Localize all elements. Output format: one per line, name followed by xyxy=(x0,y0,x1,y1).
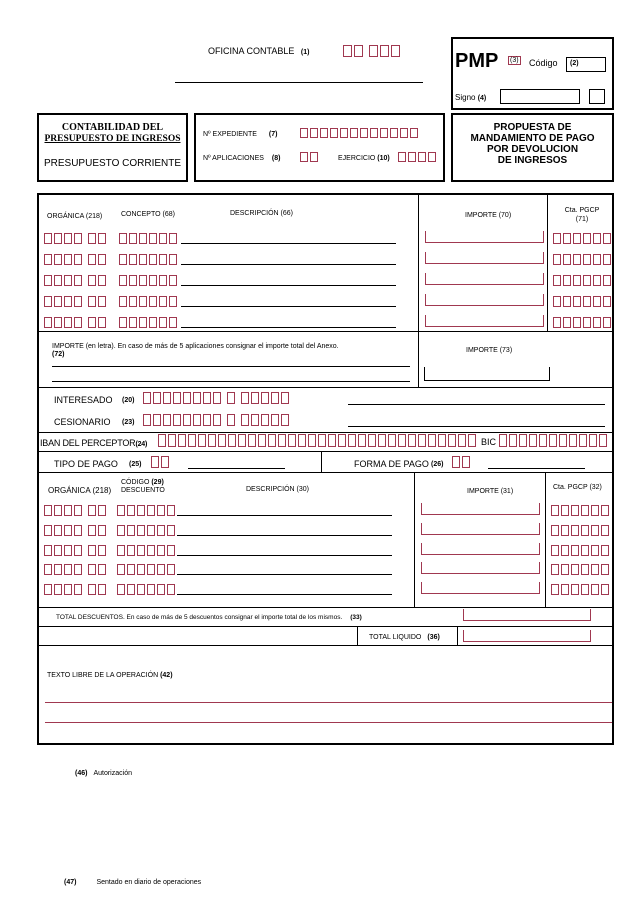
desc-bottom-line xyxy=(39,607,612,608)
aplicaciones-boxes[interactable] xyxy=(300,152,320,162)
total-desc-line xyxy=(39,626,612,627)
letra-importe-header: IMPORTE (73) xyxy=(466,347,513,354)
app-row-cta[interactable] xyxy=(553,275,613,286)
forma-pago-label: FORMA DE PAGO xyxy=(354,459,429,469)
cesionario-label: CESIONARIO xyxy=(54,417,111,427)
desc-row-organica[interactable] xyxy=(44,584,108,595)
desc-row-codigo[interactable] xyxy=(117,525,177,536)
letra-line-1 xyxy=(52,366,410,367)
desc-row-organica[interactable] xyxy=(44,564,108,575)
ejercicio-label: EJERCICIO (10) xyxy=(338,155,390,162)
tipo-pago-num: (25) xyxy=(129,461,142,468)
iban-label: IBAN DEL PERCEPTOR(24) xyxy=(40,438,148,448)
app-row-concepto[interactable] xyxy=(119,317,179,328)
oficina-code-boxes[interactable] xyxy=(343,45,402,57)
app-row-organica[interactable] xyxy=(44,317,108,328)
forma-pago-boxes[interactable] xyxy=(452,456,472,468)
letra-label: IMPORTE (en letra). En caso de más de 5 aplicaciones consignar el importe total del Anexo. (72) xyxy=(52,343,339,358)
signo-field[interactable] xyxy=(500,89,580,104)
cesionario-boxes[interactable] xyxy=(143,414,291,426)
app-row-importe[interactable] xyxy=(425,231,544,243)
app-row-cta[interactable] xyxy=(553,233,613,244)
interesado-num: (20) xyxy=(122,397,135,404)
bic-label: BIC xyxy=(481,437,497,447)
desc-cta-header: Cta. PGCP (32) xyxy=(553,484,602,491)
desc-row-codigo[interactable] xyxy=(117,584,177,595)
iban-boxes[interactable] xyxy=(158,434,478,447)
desc-row-cta[interactable] xyxy=(551,525,611,536)
texto-libre-line-2[interactable] xyxy=(45,722,612,723)
pmp-title: PMP xyxy=(455,50,499,72)
apps-divider-1 xyxy=(418,195,419,331)
letra-bottom-line xyxy=(39,387,612,388)
interesado-label: INTERESADO xyxy=(54,395,113,405)
contabilidad-line1: CONTABILIDAD DEL xyxy=(61,122,164,133)
aplicaciones-label: Nº APLICACIONES (8) xyxy=(203,155,281,162)
tipo-pago-line xyxy=(188,468,285,469)
desc-row-codigo[interactable] xyxy=(117,564,177,575)
app-row-cta[interactable] xyxy=(553,254,613,265)
desc-organica-header: ORGÁNICA (218) xyxy=(48,486,112,495)
desc-codigo-header: CÓDIGO (29) DESCUENTO xyxy=(121,479,165,494)
desc-row-codigo[interactable] xyxy=(117,505,177,516)
propuesta-title: PROPUESTA DE MANDAMIENTO DE PAGO POR DEVOLUCION DE INGRESOS xyxy=(470,122,595,166)
apps-organica-header: ORGÁNICA (218) xyxy=(47,213,103,220)
apps-descripcion-header: DESCRIPCIÓN (66) xyxy=(230,210,294,217)
interesado-line xyxy=(348,404,605,405)
expediente-label: Nº EXPEDIENTE (7) xyxy=(203,131,278,138)
app-row-concepto[interactable] xyxy=(119,233,179,244)
desc-row-importe[interactable] xyxy=(421,582,540,594)
desc-row-importe[interactable] xyxy=(421,543,540,555)
contabilidad-line3: PRESUPUESTO CORRIENTE xyxy=(43,158,182,169)
desc-row-organica[interactable] xyxy=(44,505,108,516)
desc-importe-header: IMPORTE (31) xyxy=(467,488,514,495)
app-row-descripcion[interactable] xyxy=(181,285,396,286)
interesado-boxes[interactable] xyxy=(143,392,291,404)
desc-divider-1 xyxy=(414,473,415,607)
desc-row-organica[interactable] xyxy=(44,545,108,556)
app-row-organica[interactable] xyxy=(44,275,108,286)
oficina-label-text: OFICINA CONTABLE xyxy=(208,46,295,56)
desc-row-descripcion[interactable] xyxy=(177,555,392,556)
tipo-pago-label: TIPO DE PAGO xyxy=(54,459,118,469)
iban-bottom-line xyxy=(39,451,612,452)
desc-row-organica[interactable] xyxy=(44,525,108,536)
expediente-box xyxy=(194,113,445,182)
desc-row-descripcion[interactable] xyxy=(177,515,392,516)
app-row-organica[interactable] xyxy=(44,296,108,307)
desc-row-cta[interactable] xyxy=(551,584,611,595)
ejercicio-boxes[interactable] xyxy=(398,152,438,162)
forma-pago-num: (26) xyxy=(431,461,444,468)
letra-line-2 xyxy=(52,381,410,382)
signo-check[interactable] xyxy=(589,89,605,104)
contabilidad-line2: PRESUPUESTO DE INGRESOS xyxy=(44,134,181,144)
texto-libre-line-1[interactable] xyxy=(45,702,612,703)
cesionario-line xyxy=(348,426,605,427)
desc-divider-2 xyxy=(545,473,546,607)
apps-bottom-line xyxy=(39,331,612,332)
app-row-importe[interactable] xyxy=(425,273,544,285)
app-row-concepto[interactable] xyxy=(119,254,179,265)
forma-pago-line xyxy=(488,468,585,469)
oficina-contable-label xyxy=(208,46,309,56)
signo-label: Signo (4) xyxy=(455,93,487,102)
letra-importe-field[interactable] xyxy=(424,367,550,381)
texto-libre-label: TEXTO LIBRE DE LA OPERACIÓN (42) xyxy=(47,672,173,679)
app-row-descripcion[interactable] xyxy=(181,264,396,265)
total-liquido-label: TOTAL LIQUIDO (36) xyxy=(369,634,440,641)
letra-divider xyxy=(418,332,419,387)
app-row-importe[interactable] xyxy=(425,315,544,327)
total-descuentos-label: TOTAL DESCUENTOS. En caso de más de 5 descuentos consignar el importe total de los mismos. (33) xyxy=(56,614,362,621)
autorizacion-label: (46) Autorización xyxy=(75,770,132,777)
apps-divider-2 xyxy=(547,195,548,331)
app-row-organica[interactable] xyxy=(44,254,108,265)
apps-concepto-header: CONCEPTO (68) xyxy=(121,211,175,218)
app-row-cta[interactable] xyxy=(553,317,613,328)
desc-row-descripcion[interactable] xyxy=(177,574,392,575)
app-row-descripcion[interactable] xyxy=(181,243,396,244)
app-row-importe[interactable] xyxy=(425,294,544,306)
total-descuentos-field[interactable] xyxy=(463,609,591,621)
sentado-label: (47) Sentado en diario de operaciones xyxy=(64,879,202,886)
app-row-descripcion[interactable] xyxy=(181,327,396,328)
app-row-cta[interactable] xyxy=(553,296,613,307)
desc-row-cta[interactable] xyxy=(551,545,611,556)
app-row-concepto[interactable] xyxy=(119,296,179,307)
expediente-boxes[interactable] xyxy=(300,128,420,138)
desc-row-importe[interactable] xyxy=(421,562,540,574)
oficina-num: (1) xyxy=(300,49,310,56)
pago-bottom-line xyxy=(39,472,612,473)
desc-row-cta[interactable] xyxy=(551,564,611,575)
apps-cta-header: Cta. PGCP (71) xyxy=(564,207,600,223)
oficina-line xyxy=(175,82,423,83)
bic-boxes[interactable] xyxy=(499,434,609,447)
app-row-organica[interactable] xyxy=(44,233,108,244)
tipo-pago-boxes[interactable] xyxy=(151,456,171,468)
desc-row-descripcion[interactable] xyxy=(177,594,392,595)
total-liq-divider-2 xyxy=(457,626,458,645)
apps-importe-header: IMPORTE (70) xyxy=(465,212,512,219)
desc-descripcion-header: DESCRIPCIÓN (30) xyxy=(246,486,310,493)
desc-row-cta[interactable] xyxy=(551,505,611,516)
cesionario-num: (23) xyxy=(122,419,135,426)
app-row-descripcion[interactable] xyxy=(181,306,396,307)
total-liq-divider-1 xyxy=(357,626,358,645)
app-row-concepto[interactable] xyxy=(119,275,179,286)
app-row-importe[interactable] xyxy=(425,252,544,264)
desc-row-descripcion[interactable] xyxy=(177,535,392,536)
desc-row-importe[interactable] xyxy=(421,503,540,515)
tipo-forma-divider xyxy=(321,452,322,472)
iban-top-line xyxy=(39,432,612,433)
desc-row-codigo[interactable] xyxy=(117,545,177,556)
codigo-label: Código xyxy=(529,58,558,68)
pmp-num: (3) xyxy=(510,57,519,64)
codigo-num: (2) xyxy=(570,60,579,67)
total-liquido-field[interactable] xyxy=(463,630,591,642)
total-liq-bottom-line xyxy=(39,645,612,646)
desc-row-importe[interactable] xyxy=(421,523,540,535)
